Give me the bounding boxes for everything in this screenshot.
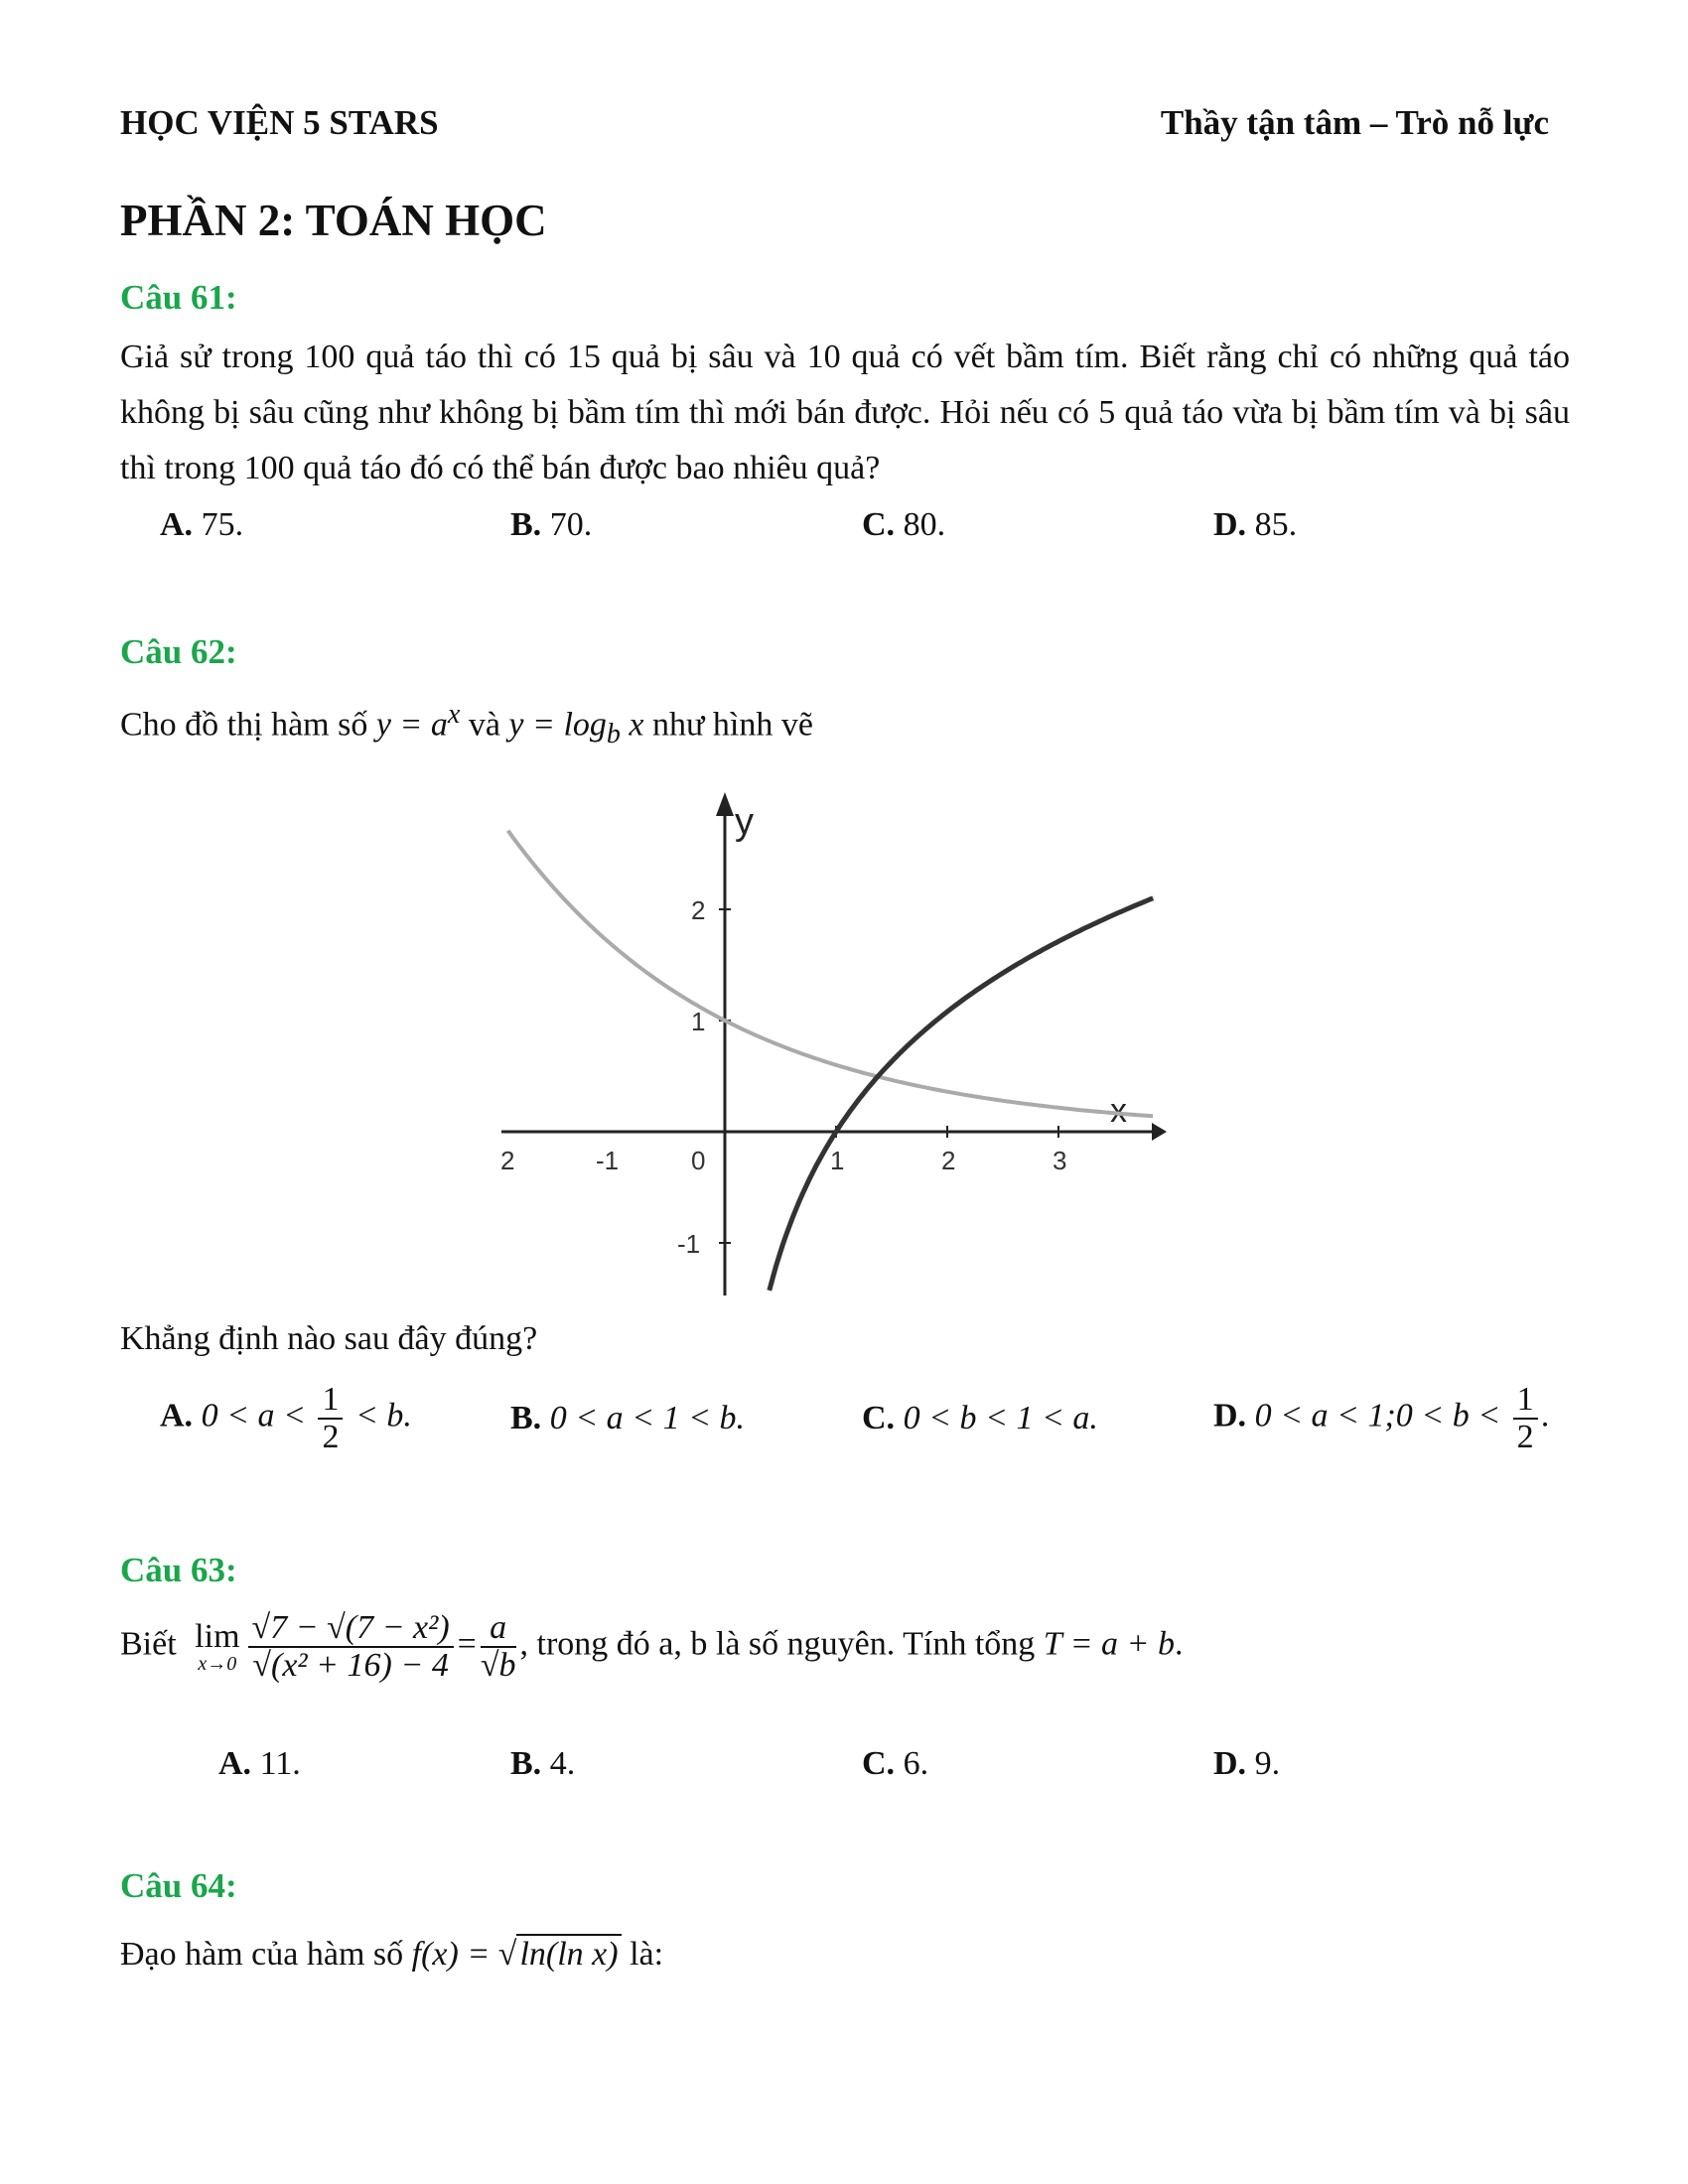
limit-operator: lim x→0 — [195, 1617, 240, 1675]
q61-option-c: C. 80. — [862, 506, 946, 543]
y-axis-arrow — [716, 792, 734, 816]
q63-statement: Biết lim x→0 $\frac{\text{√7 − √(7 − x²)}}{\text{√(x² + 16) − 4}}$ = $\frac{a}{√b}$ , trong đó a, b là số nguyên. Tính tổng T = a + b. — [120, 1609, 1184, 1684]
x-tick-label: 3 — [1053, 1146, 1067, 1175]
part-title: PHẦN 2: TOÁN HỌC — [120, 196, 547, 245]
x-tick-label: 2 — [500, 1146, 515, 1175]
q64-statement: Đạo hàm của hàm số f(x) = √ln(ln x) là: — [120, 1936, 664, 1973]
header-left: HỌC VIỆN 5 STARS — [120, 103, 439, 142]
y-tick-label: 1 — [691, 1007, 706, 1036]
x-tick-label: 0 — [691, 1146, 706, 1175]
q63-option-d: D. 9. — [1213, 1745, 1281, 1782]
y-axis-label: y — [735, 801, 754, 843]
q61-option-b: B. 70. — [510, 506, 593, 543]
q62-question: Khẳng định nào sau đây đúng? — [120, 1320, 538, 1357]
x-axis-label: x — [1110, 1092, 1127, 1130]
x-axis-arrow — [1152, 1123, 1167, 1141]
q61-option-d: D. 85. — [1213, 506, 1298, 543]
q64-label: Câu 64: — [120, 1866, 237, 1905]
x-tick-label: 2 — [941, 1146, 956, 1175]
header-right: Thầy tận tâm – Trò nỗ lực — [1160, 103, 1549, 142]
x-tick-label: -1 — [596, 1146, 620, 1175]
q63-option-c: C. 6. — [862, 1745, 929, 1782]
exponential-curve — [508, 831, 1154, 1117]
q61-text: Giả sử trong 100 quả táo thì có 15 quả bị sâu và 10 quả có vết bầm tím. Biết rằng chỉ có những quả táo không bị sâu cũng như không bị bầm tím thì mới bán được. Hỏi nếu có 5 quả táo vừa bị bầm tím và bị sâu thì trong 100 quả táo đó có thể bán được bao nhiêu quả? — [120, 339, 1570, 486]
q63-option-b: B. 4. — [510, 1745, 576, 1782]
function-graph — [496, 784, 1172, 1300]
q62-option-d: D. 0 < a < 1;0 < b < $\frac{1}{2}$ . — [1213, 1381, 1551, 1455]
y-tick-label: -1 — [677, 1229, 701, 1259]
q62-intro: Cho đồ thị hàm số $y = a^x$ và $y = \log_b x$ như hình vẽ — [120, 699, 813, 751]
q61-label: Câu 61: — [120, 278, 237, 317]
y-tick-label: 2 — [691, 895, 706, 925]
q62-option-b: B. 0 < a < 1 < b. — [510, 1400, 746, 1436]
q62-label: Câu 62: — [120, 632, 237, 671]
q63-option-a: A. 11. — [218, 1745, 301, 1782]
q63-label: Câu 63: — [120, 1551, 237, 1589]
x-tick-label: 1 — [830, 1146, 845, 1175]
q62-option-a: A. 0 < a < $\frac{1}{2}$ < b. — [160, 1381, 412, 1455]
q62-option-c: C. 0 < b < 1 < a. — [862, 1400, 1098, 1436]
q61-option-a: A. 75. — [160, 506, 244, 543]
